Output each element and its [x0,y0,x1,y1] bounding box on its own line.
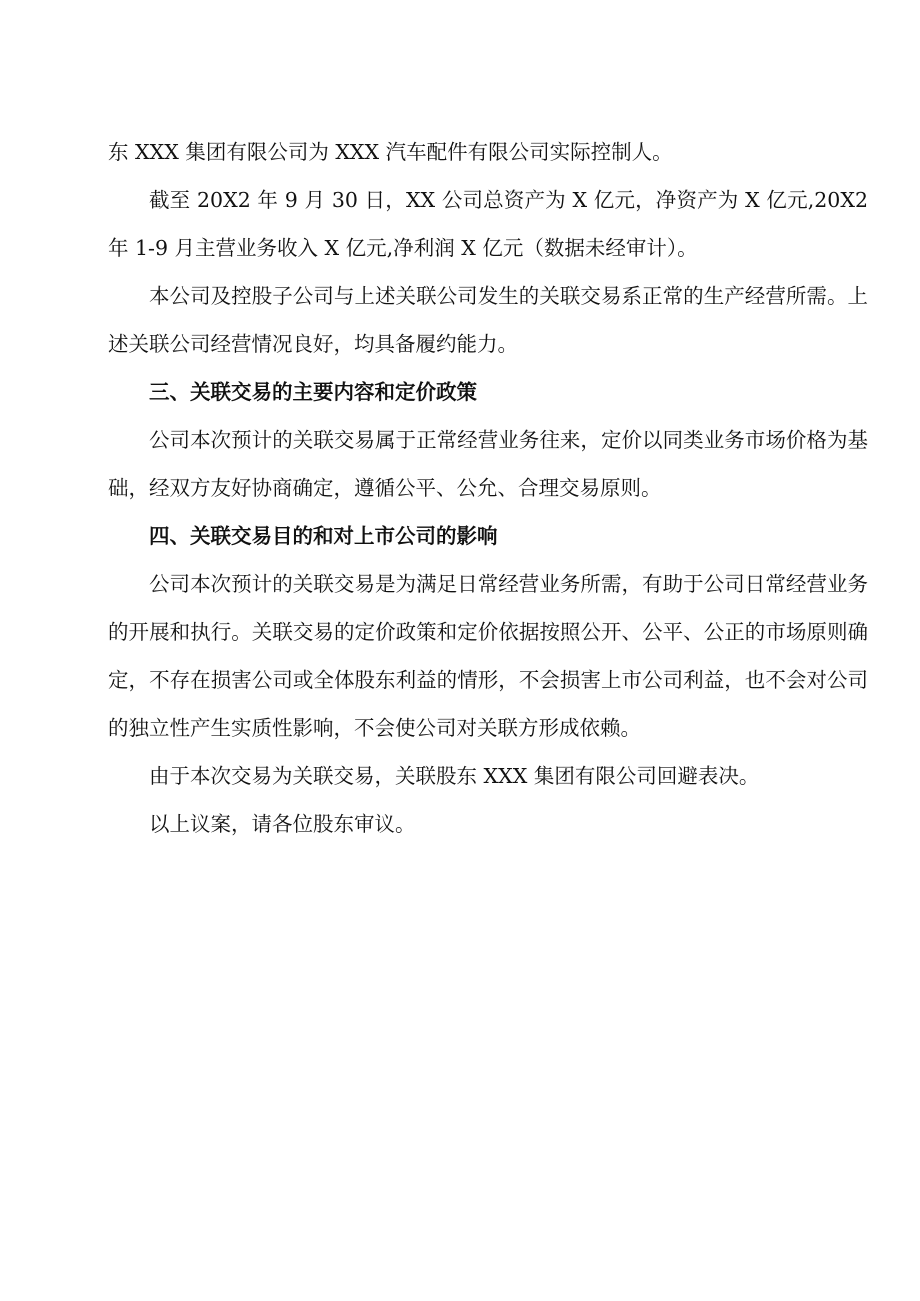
paragraph-pricing-policy: 公司本次预计的关联交易属于正常经营业务往来，定价以同类业务市场价格为基础，经双方友好协商确定，遵循公平、公允、合理交易原则。 [108,428,868,500]
section-heading-pricing-policy: 三、关联交易的主要内容和定价政策 [149,380,477,404]
document-body [108,128,868,848]
paragraph-purpose-impact: 公司本次预计的关联交易是为满足日常经营业务所需，有助于公司日常经营业务的开展和执行。关联交易的定价政策和定价依据按照公开、公平、公正的市场原则确定，不存在损害公司或全体股东利益的情形，不会损害上市公司利益，也不会对公司的独立性产生实质性影响，不会使公司对关联方形成依赖。 [108,572,868,740]
paragraph-controller-statement: 东 XXX 集团有限公司为 XXX 汽车配件有限公司实际控制人。 [108,140,673,164]
paragraph-performance-capability: 本公司及控股子公司与上述关联公司发生的关联交易系正常的生产经营所需。上述关联公司经营情况良好，均具备履约能力。 [108,284,868,356]
section-heading-purpose-impact: 四、关联交易目的和对上市公司的影响 [149,524,498,548]
paragraph-closing-request: 以上议案，请各位股东审议。 [149,812,416,836]
paragraph-financial-summary: 截至 20X2 年 9 月 30 日，XX 公司总资产为 X 亿元，净资产为 X 亿元,20X2 年 1-9 月主营业务收入 X 亿元,净利润 X 亿元（数据未经审计）。 [108,188,868,260]
paragraph-voting-recusal: 由于本次交易为关联交易，关联股东 XXX 集团有限公司回避表决。 [149,764,760,788]
